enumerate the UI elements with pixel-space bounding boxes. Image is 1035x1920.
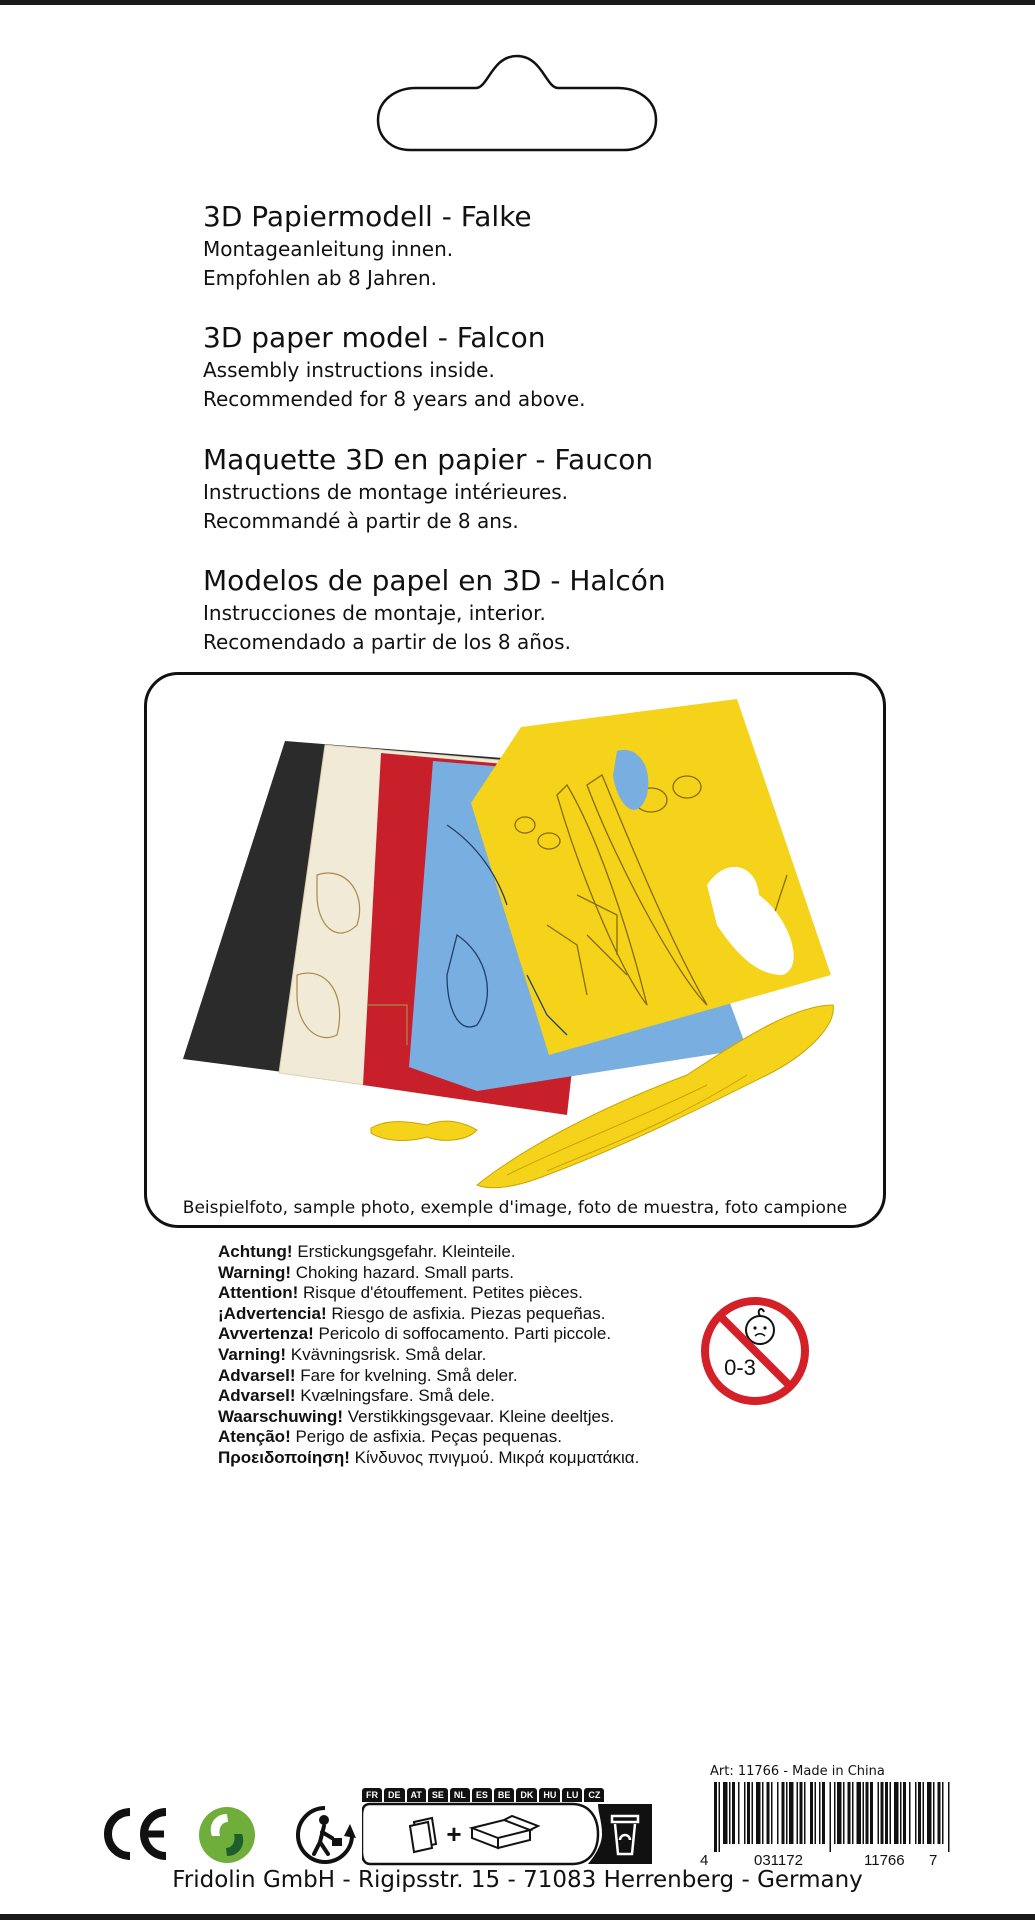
barcode-bar <box>819 1782 821 1844</box>
hang-tab-outline <box>376 54 658 152</box>
country-code: NL <box>450 1788 470 1802</box>
lang-line: Recomendado a partir de los 8 años. <box>203 630 571 654</box>
warning-text: Pericolo di soffocamento. Parti piccole. <box>318 1324 612 1344</box>
barcode-block <box>700 1764 960 1874</box>
country-code: FR <box>362 1788 382 1802</box>
svg-text:+: + <box>446 1819 462 1849</box>
barcode-bar <box>903 1782 906 1844</box>
lang-title: 3D paper model - Falcon <box>203 321 546 354</box>
country-code: DK <box>516 1788 537 1802</box>
barcode-bar <box>894 1782 899 1844</box>
barcode-bar <box>837 1782 842 1844</box>
warning-text: Kvælningsfare. Små dele. <box>300 1386 495 1406</box>
barcode-bar <box>747 1782 750 1844</box>
ce-mark-icon <box>98 1806 174 1862</box>
country-code: DE <box>384 1788 405 1802</box>
warning-text: Verstikkingsgevaar. Kleine deeltjes. <box>347 1406 615 1426</box>
warning-line <box>218 1283 639 1304</box>
barcode-bar <box>756 1782 761 1844</box>
barcode-bar <box>714 1782 717 1852</box>
lang-block-de <box>203 199 532 293</box>
paper-icon <box>410 1818 436 1852</box>
recycling-person-icon <box>294 1804 356 1866</box>
lang-line: Recommended for 8 years and above. <box>203 387 586 411</box>
barcode-bar <box>822 1782 825 1844</box>
barcode-bar <box>933 1782 935 1844</box>
barcode-bar <box>848 1782 851 1844</box>
barcode-bar <box>923 1782 925 1844</box>
lang-line: Instrucciones de montaje, interior. <box>203 601 546 625</box>
warning-line <box>218 1407 639 1428</box>
bottom-border <box>0 1914 1035 1920</box>
barcode-bar <box>732 1782 735 1844</box>
warning-label: Προειδοποίηση! <box>218 1447 350 1467</box>
barcode-bar <box>729 1782 731 1844</box>
warning-text: Perigo de asfixia. Peças pequenas. <box>295 1427 562 1447</box>
barcode-bar <box>881 1782 884 1844</box>
warning-label: Advarsel! <box>218 1365 296 1385</box>
barcode-bar <box>738 1782 740 1844</box>
barcode-bar <box>815 1782 817 1844</box>
warning-text: Riesgo de asfixia. Piezas pequeñas. <box>331 1303 606 1323</box>
warning-text: Κίνδυνος πνιγμού. Μικρά κομματάκια. <box>354 1447 640 1467</box>
barcode-bar <box>804 1782 806 1844</box>
green-dot-icon <box>198 1806 256 1864</box>
barcode-bar <box>863 1782 865 1844</box>
sorting-label-icon <box>362 1788 652 1868</box>
barcode-bar <box>885 1782 888 1844</box>
warning-label: ¡Advertencia! <box>218 1303 327 1323</box>
barcode-bar <box>843 1782 845 1844</box>
warning-label: Advarsel! <box>218 1386 296 1406</box>
lang-block-en <box>203 320 586 414</box>
barcode-bar <box>909 1782 911 1844</box>
warning-line <box>218 1386 639 1407</box>
photo-caption: Beispielfoto, sample photo, exemple d'image, foto de muestra, foto campione <box>182 1198 848 1218</box>
barcode-digits: 7 <box>929 1852 938 1869</box>
barcode-bar <box>915 1782 917 1844</box>
warning-label: Atenção! <box>218 1427 291 1447</box>
barcode-bar <box>723 1782 728 1844</box>
country-code: HU <box>539 1788 560 1802</box>
warning-label: Varning! <box>218 1344 287 1364</box>
warning-line <box>218 1345 639 1366</box>
barcode-digits: 031172 <box>754 1852 803 1869</box>
warning-text: Fare for kvelning. Små deler. <box>300 1365 518 1385</box>
barcode-bar <box>810 1782 813 1844</box>
warning-label: Achtung! <box>218 1242 293 1261</box>
lang-block-es <box>203 563 666 657</box>
warning-label: Avvertenza! <box>218 1324 314 1344</box>
lang-line: Instructions de montage intérieures. <box>203 480 569 504</box>
barcode-bar <box>767 1782 770 1844</box>
barcode-bar <box>800 1782 803 1844</box>
country-code: AT <box>407 1788 426 1802</box>
lang-line: Montageanleitung innen. <box>203 237 454 261</box>
barcode-bar <box>852 1782 854 1844</box>
top-border <box>0 0 1035 5</box>
country-code: LU <box>562 1788 582 1802</box>
article-label: Art: 11766 - Made in China <box>710 1764 885 1779</box>
warning-label: Attention! <box>218 1283 299 1303</box>
warning-line <box>218 1242 639 1263</box>
barcode-bar <box>744 1782 746 1844</box>
barcode-bar <box>771 1782 773 1844</box>
warning-line <box>218 1263 639 1284</box>
lang-title: Modelos de papel en 3D - Halcón <box>203 564 666 597</box>
warning-line <box>218 1304 639 1325</box>
barcode-bar <box>900 1782 902 1844</box>
barcode-bar <box>948 1782 950 1852</box>
barcode-bar <box>890 1782 892 1844</box>
barcode-bar <box>752 1782 754 1844</box>
barcode-bar <box>797 1782 799 1844</box>
warning-text: Kvävningsrisk. Små delar. <box>290 1344 487 1364</box>
barcode-bar <box>789 1782 794 1844</box>
barcode-bar <box>918 1782 921 1844</box>
barcode-digits: 11766 <box>864 1852 905 1869</box>
barcode-bar <box>938 1782 941 1844</box>
warning-line <box>218 1324 639 1345</box>
lang-line: Assembly instructions inside. <box>203 358 495 382</box>
age-label: 0-3 <box>724 1355 756 1380</box>
sample-photo <box>147 675 883 1195</box>
barcode-bar <box>942 1782 944 1844</box>
lang-line: Empfohlen ab 8 Jahren. <box>203 266 438 290</box>
barcode-bar <box>878 1782 880 1844</box>
warning-text: Erstickungsgefahr. Kleinteile. <box>297 1242 516 1261</box>
lang-block-fr <box>203 442 653 536</box>
lang-title: Maquette 3D en papier - Faucon <box>203 443 654 476</box>
barcode-bar <box>782 1782 785 1844</box>
barcode-bar <box>830 1782 832 1852</box>
lang-title: 3D Papiermodell - Falke <box>203 200 532 233</box>
barcode-bar <box>927 1782 932 1844</box>
barcode-bar <box>762 1782 764 1844</box>
warning-label: Warning! <box>218 1262 292 1282</box>
country-code: BE <box>494 1788 515 1802</box>
barcode-bar <box>786 1782 788 1844</box>
barcode-bar <box>870 1782 873 1844</box>
warning-line <box>218 1448 639 1469</box>
company-address: Fridolin GmbH - Rigipsstr. 15 - 71083 Herrenberg - Germany <box>172 1867 863 1893</box>
warning-line <box>218 1427 639 1448</box>
sample-photo-frame <box>144 672 886 1228</box>
country-code: ES <box>472 1788 492 1802</box>
barcode <box>708 1782 958 1852</box>
barcode-bar <box>866 1782 869 1844</box>
no-children-under-3-icon <box>700 1296 810 1406</box>
barcode-bar <box>834 1782 836 1844</box>
warning-label: Waarschuwing! <box>218 1406 343 1426</box>
sorting-info <box>362 1788 652 1868</box>
country-code: SE <box>428 1788 448 1802</box>
barcode-digits: 4 <box>700 1852 709 1869</box>
warning-line <box>218 1366 639 1387</box>
warning-list <box>218 1242 639 1469</box>
barcode-bar <box>777 1782 779 1844</box>
lang-line: Recommandé à partir de 8 ans. <box>203 509 519 533</box>
warning-text: Risque d'étouffement. Petites pièces. <box>303 1283 583 1303</box>
barcode-bar <box>719 1782 721 1852</box>
barcode-bar <box>857 1782 862 1844</box>
country-code: CZ <box>584 1788 604 1802</box>
warning-text: Choking hazard. Small parts. <box>295 1262 515 1282</box>
